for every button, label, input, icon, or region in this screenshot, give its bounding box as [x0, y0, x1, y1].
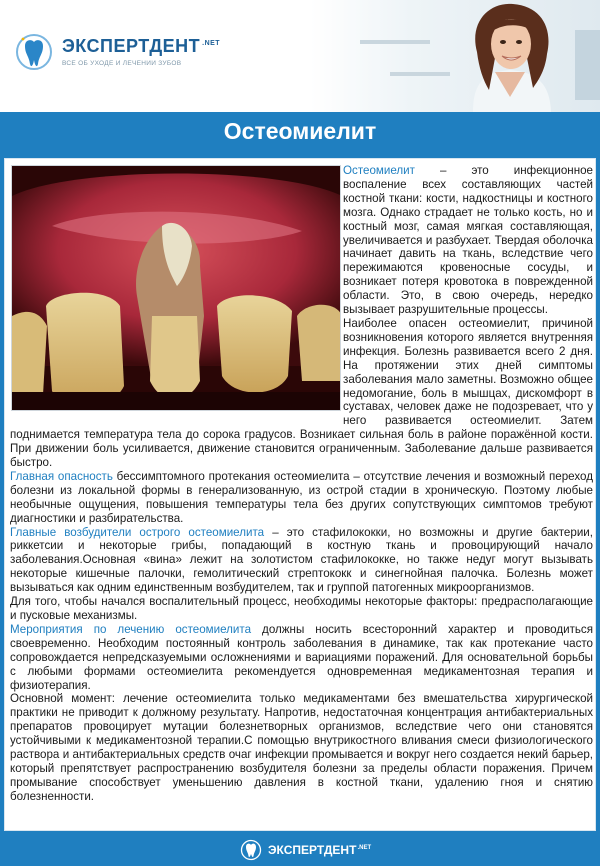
- image-spacer: [10, 164, 343, 417]
- doctor-portrait: [455, 2, 565, 112]
- footer-brand-suffix: .NET: [357, 845, 372, 851]
- page-title: Остеомиелит: [223, 118, 377, 144]
- header: [0, 0, 600, 112]
- paragraph-treatment: [10, 623, 593, 693]
- brand-suffix: .NET: [202, 40, 221, 47]
- term-osteomyelitis: Остеомиелит: [343, 164, 415, 177]
- brand-logo[interactable]: [14, 30, 284, 74]
- term-main-danger: Главная опасность: [10, 469, 113, 483]
- tooth-logo-icon: [240, 838, 262, 862]
- paragraph-factors: Для того, чтобы начался воспалительный процесс, необходимы некоторые факторы: предрасполагающие и пусковые механизмы.: [10, 595, 593, 622]
- footer-brand: ЭКСПЕРТДЕНТ$^{.NET}$: [268, 843, 372, 857]
- paragraph-text: – это стафилококки, но возможны и другие бактерии, риккетсии и некоторые грибы, попадающий в костную ткань и провоцирующий начало заболевания.Основная «вина» лежит на золотистом стафилококке, но также недуг могут вызывать некоторые кишечные палочки, гемолитический стрептококк и синегнойная палочка. Болезнь может вызываться как одним единственным возбудителем, так и группой патогенных микроорганизмов.: [10, 525, 593, 595]
- footer-logo[interactable]: [240, 838, 370, 862]
- term-pathogens: Главные возбудители острого остеомиелита: [10, 525, 265, 539]
- article-content: [4, 158, 596, 831]
- paragraph-text: должны носить всесторонний характер и проводиться своевременно. Необходим постоянный контроль заболевания в динамике, так как протекание часто сопровождается непредсказуемыми осложнениями и вариациями поражений. Для основательной борьбы с любыми формами остеомиелита рекомендуется одновременная медикаментозная терапия и физиотерапия.: [10, 622, 594, 692]
- paragraph-danger: [10, 470, 593, 526]
- paragraph-text: бессимптомного протекания остеомиелита – отсутствие лечения и возможный переход болезни из локальной формы в генерализованную, из острой стадии в хроническую. Поэтому любые необычные ощущения, повышения температуры тела без других сопутствующих симптомов требуют диагностики и разбирательства.: [10, 469, 593, 525]
- brand-tagline: ВСЕ ОБ УХОДЕ И ЛЕЧЕНИИ ЗУБОВ: [62, 60, 182, 67]
- paragraph-symptoms: Наиболее опасен остеомиелит, причиной возникновения которого является внутренняя инфекция. Болезнь развивается всего 2 дня. На протяжении этих дней симптомы заболевания мало заметны. Возможно общее недомогание, боль в мышцах, дискомфорт в суставах, человек даже не подозревает, что у него развивается остеомиелит. Затем поднимается температура тела до сорока градусов. Возникает сильная боль в районе поражённой кости. При движении боль усиливается, движение становится ограниченным. Заболевание дальше развивается быстро.: [10, 316, 593, 470]
- brand-name: ЭКСПЕРТДЕНТ $^{.NET}$: [62, 36, 221, 56]
- paragraph-main-point: Основной момент: лечение остеомиелита только медикаментами без вмешательства хирургической практики не приводит к должному результату. Напротив, недостаточная концентрация антибактериальных препаратов провоцирует мутации болезнетворных организмов, вследствие чего они становятся устойчивыми к медикаментозной терапии.С помощью внутрикостного вливания смеси физиологического раствора и антибактериальных средств очаг инфекции промывается и вокруг него создается некий барьер, который препятствует распространению возбудителя болезни за пределы области поражения. Причем промывание способствует уменьшению давления в костной ткани, удалению гноя и снятию болезненности.: [10, 692, 593, 803]
- article-text: [10, 164, 593, 804]
- decor-shelf: [390, 72, 450, 76]
- term-treatment: Мероприятия по лечению остеомиелита: [10, 622, 252, 636]
- paragraph-text: – это инфекционное воспаление всех составляющих частей костной ткани: кости, надкостницы и костного мозга. Однако страдает не только кость, но и костный мозг, самая мягкая составляющая, увеличивается и разбухает. Твердая оболочка начинает давить на ткань, вследствие чего пережимаются кровеносные сосуды, и возникает потеря кровотока в поврежденной области. Это, в свою очередь, нередко вызывает разрушительные процессы.: [343, 164, 593, 317]
- decor-shelf: [360, 40, 430, 44]
- tooth-logo-icon: [14, 30, 54, 74]
- decor-lamp: [575, 30, 600, 100]
- paragraph-pathogens: [10, 526, 593, 596]
